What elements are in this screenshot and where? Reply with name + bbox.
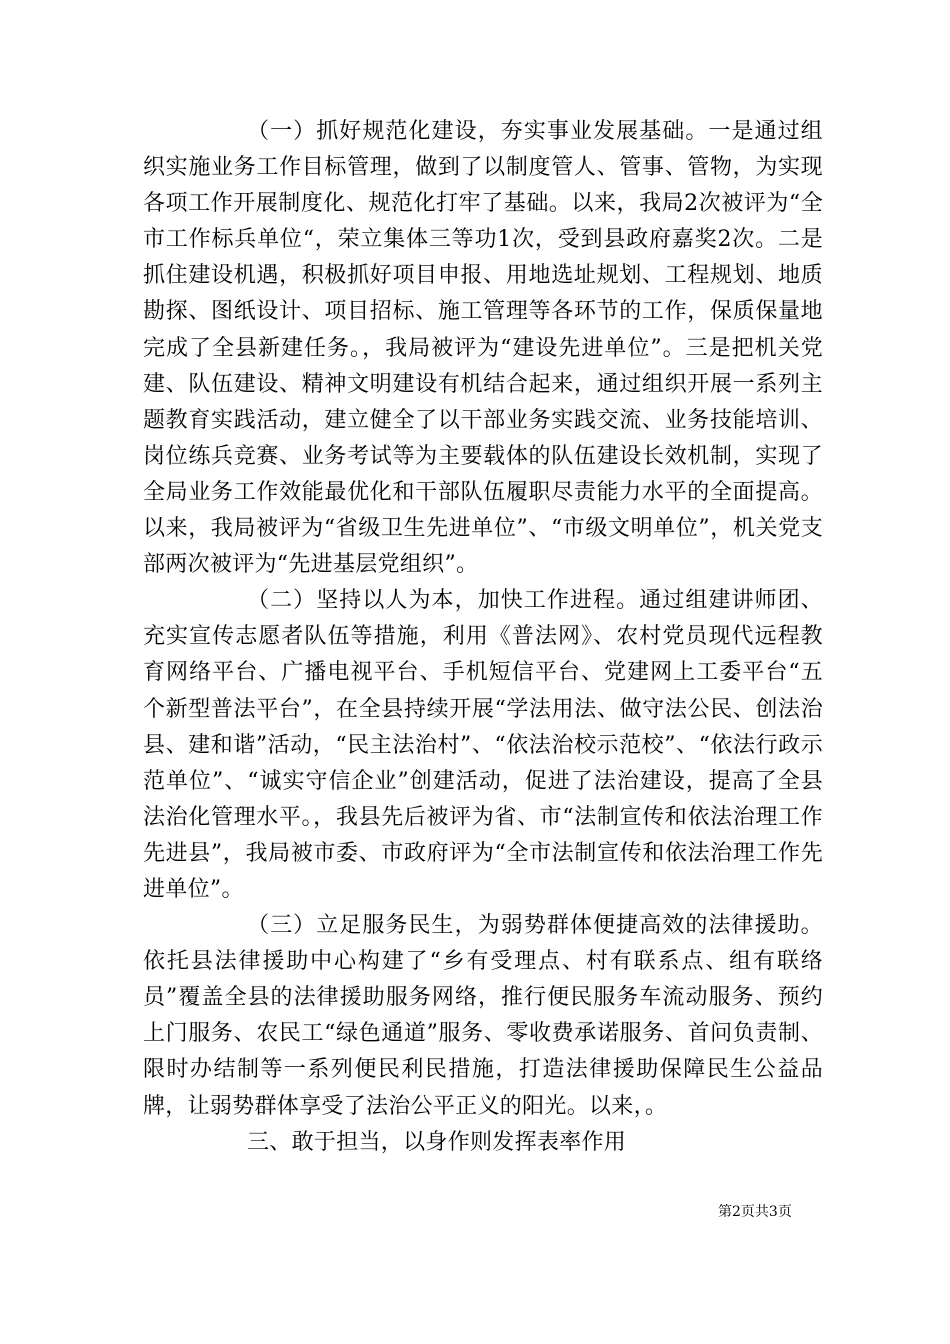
- paragraph-3: （三）立足服务民生，为弱势群体便捷高效的法律援助。依托县法律援助中心构建了“乡有受理点、村有联系点、组有联络员”覆盖全县的法律援助服务网络，推行便民服务车流动服务、预约上门服务、农民工“绿色通道”服务、零收费承诺服务、首问负责制、限时办结制等一系列便民利民措施，打造法律援助保障民生公益品牌，让弱势群体享受了法治公平正义的阳光。以来，。: [143, 913, 823, 1119]
- paragraph-2: （二）坚持以人为本，加快工作进程。通过组建讲师团、充实宣传志愿者队伍等措施，利用《普法网》、农村党员现代远程教育网络平台、广播电视平台、手机短信平台、党建网上工委平台“五个新型普法平台”，在全县持续开展“学法用法、做守法公民、创法治县、建和谐”活动，“民主法治村”、“依法治校示范校”、“依法行政示范单位”、“诚实守信企业”创建活动，促进了法治建设，提高了全县法治化管理水平。，我县先后被评为省、市“法制宣传和依法治理工作先进县”，我局被市委、市政府评为“全市法制宣传和依法治理工作先进单位”。: [143, 588, 823, 902]
- section-heading: 三、敢于担当，以身作则发挥表率作用: [247, 1129, 627, 1155]
- body-text: [143, 114, 823, 1161]
- paragraph-1: （一）抓好规范化建设，夯实事业发展基础。一是通过组织实施业务工作目标管理，做到了以制度管人、管事、管物，为实现各项工作开展制度化、规范化打牢了基础。以来，我局2次被评为“全市工作标兵单位“，荣立集体三等功1次，受到县政府嘉奖2次。二是抓住建设机遇，积极抓好项目申报、用地选址规划、工程规划、地质勘探、图纸设计、项目招标、施工管理等各环节的工作，保质保量地完成了全县新建任务。，我局被评为“建设先进单位”。三是把机关党建、队伍建设、精神文明建设有机结合起来，通过组织开展一系列主题教育实践活动，建立健全了以干部业务实践交流、业务技能培训、岗位练兵竞赛、业务考试等为主要载体的队伍建设长效机制，实现了全局业务工作效能最优化和干部队伍履职尽责能力水平的全面提高。以来，我局被评为“省级卫生先进单位”、“市级文明单位”，机关党支部两次被评为“先进基层党组织”。: [143, 119, 823, 578]
- page-number: 第2页共3页: [718, 1204, 792, 1220]
